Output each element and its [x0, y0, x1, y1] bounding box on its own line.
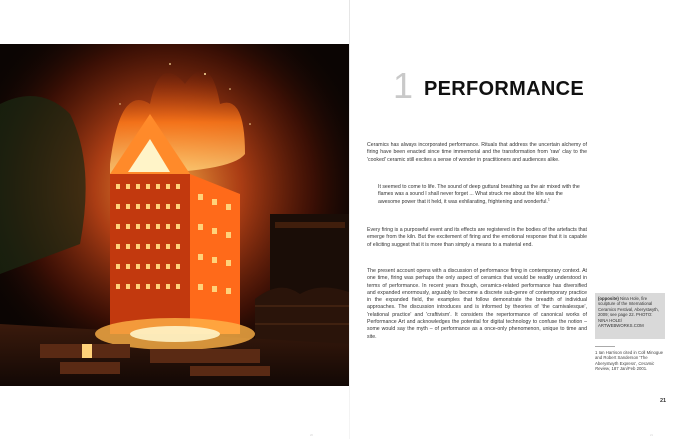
footnote-tail: , 187 Jan/Feb 2001. [609, 366, 648, 372]
chapter-title: PERFORMANCE [424, 78, 584, 100]
block-quote [378, 184, 584, 206]
quote-footnote-marker: 1 [547, 196, 550, 201]
page-gutter [349, 0, 350, 439]
quote-text: It seemed to come to life. The sound of deep guttural breathing as the air mixed with the flames was a sound I shall never forget ... What struck me about the kiln was the awesome power that it held, it was exhilarating, frightening and wonderful. [378, 184, 580, 205]
fire-sculpture-photo [0, 44, 349, 386]
footer-left: 20 [310, 434, 313, 437]
footnote [595, 350, 665, 372]
footnote-rule [595, 346, 615, 347]
caption-lead: (opposite) [598, 296, 619, 301]
caption-text: Nina Hole, fire sculpture of the International Ceramics Festival, Aberystwyth, 2009; see page 22. PHOTO: NINA HOLE/ ARTWEBWORKS.COM [598, 296, 659, 329]
page-number: 21 [660, 398, 667, 404]
paragraph-firing: Every firing is a purposeful event and its effects are registered in the bodies of the artefacts that emerge from the kiln. But the excitement of firing and the emotional response that it is capable of eliciting suggest that it is more than simply a means to a material end. [367, 227, 587, 248]
paragraph-account: The present account opens with a discussion of performance firing in contemporary context. At one time, firing was perhaps the only aspect of ceramics that would be readily understood in terms of performance. In recent years though, ceramics-related performance has diversified and expanded enormously, arguably to become a discrete sub-genre of contemporary practice in the expanded field, the examples that follow demonstrate the breadth of individual approaches. The discussion introduces and is informed by theories of 'the carnivalesque', 'relational practice' and 'craftivism'. It considers the repertormance of canonical works of Performance Art and acknowledges the potential for digital technology to confuse the notion – some would say the myth – of performance as a once-only phenomenon, unique to time and site. [367, 268, 587, 340]
fire-sculpture-image [0, 44, 349, 386]
footnote-journal: Ceramic Review [595, 360, 655, 372]
footer-right: 21 [650, 434, 653, 437]
chapter-number: 1 [393, 65, 414, 106]
paragraph-intro: Ceramics has always incorporated performance. Rituals that address the uncertain alchemy of firing have been enacted since time immemorial and the transformation from 'raw' clay to the 'cooked' ceramic still excites a sense of wonder in practitioners and audiences alike. [367, 142, 587, 163]
footnote-text: 1 Ian Harrison cited in Coll Minogue and Robert Sanderson 'The Aberystwyth Express', [595, 350, 664, 366]
photo-caption [595, 293, 665, 339]
